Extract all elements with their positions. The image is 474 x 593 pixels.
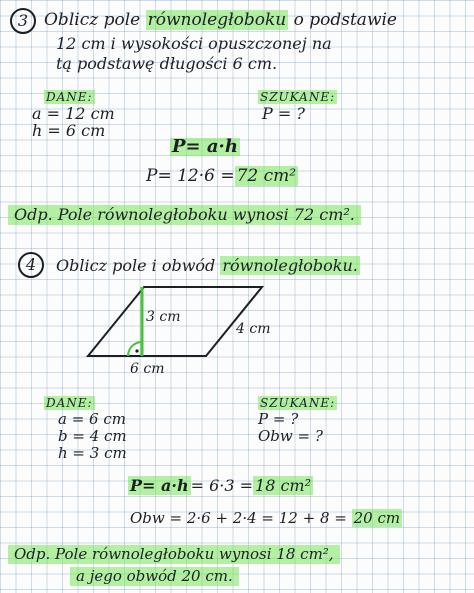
- task-4-area-calc: [128, 478, 313, 494]
- task-3-calc-prefix: P= 12·6 =: [146, 166, 235, 186]
- task-3-find-1: P = ?: [262, 104, 305, 123]
- task-4-answer-line-2: a jego obwód 20 cm.: [70, 567, 239, 586]
- task-3-line-2: 12 cm i wysokości opuszczonej na: [56, 34, 332, 53]
- right-angle-mark: [128, 342, 142, 356]
- task-3-number: 3: [10, 8, 36, 34]
- task-3-formula: P= a·h: [172, 136, 238, 157]
- task-4-title-highlight: równoległoboku.: [222, 256, 358, 275]
- task-4-perimeter-result: 20 cm: [353, 509, 401, 527]
- task-4-perimeter-calc: [130, 511, 402, 526]
- task-4-find-1: P = ?: [258, 410, 299, 428]
- task-4-area-result: 18 cm²: [255, 476, 312, 495]
- task-3-given-1: a = 12 cm: [32, 104, 115, 123]
- task-4-area-formula: P= a·h: [130, 476, 189, 495]
- task-3-find-label: SZUKANE:: [260, 90, 336, 104]
- task-4-given-1: a = 6 cm: [58, 410, 126, 428]
- figure-side-label: 4 cm: [236, 321, 271, 337]
- task-4-find-2: Obw = ?: [258, 427, 323, 445]
- task-4-number: 4: [18, 252, 44, 278]
- task-3-highlight: równoległoboku: [147, 10, 287, 30]
- task-4-given-label: DANE:: [46, 396, 93, 410]
- task-3-given-2: h = 6 cm: [32, 121, 106, 140]
- task-4-find-label: SZUKANE:: [260, 396, 336, 410]
- task-3-text-b: o podstawie: [293, 10, 397, 30]
- task-3-answer: Odp. Pole równoległoboku wynosi 72 cm².: [8, 205, 361, 225]
- task-4-title-text: Oblicz pole i obwód: [56, 256, 216, 275]
- task-3-text-a: Oblicz pole: [44, 10, 141, 30]
- task-4-answer-line-1: Odp. Pole równoległoboku wynosi 18 cm²,: [8, 545, 340, 564]
- task-4-given-3: h = 3 cm: [58, 444, 127, 462]
- task-4-perimeter-prefix: Obw = 2·6 + 2·4 = 12 + 8 =: [130, 509, 347, 527]
- task-3-line-3: tą podstawę długości 6 cm.: [56, 54, 278, 73]
- figure-base-label: 6 cm: [130, 361, 165, 377]
- right-angle-dot: [135, 349, 138, 352]
- figure-height-label: 3 cm: [146, 309, 181, 325]
- task-3-given-label: DANE:: [46, 90, 93, 104]
- task-4-given-2: b = 4 cm: [58, 427, 127, 445]
- task-3-calc-result: 72 cm²: [236, 166, 297, 186]
- task-4-area-rest: = 6·3 =: [190, 476, 254, 495]
